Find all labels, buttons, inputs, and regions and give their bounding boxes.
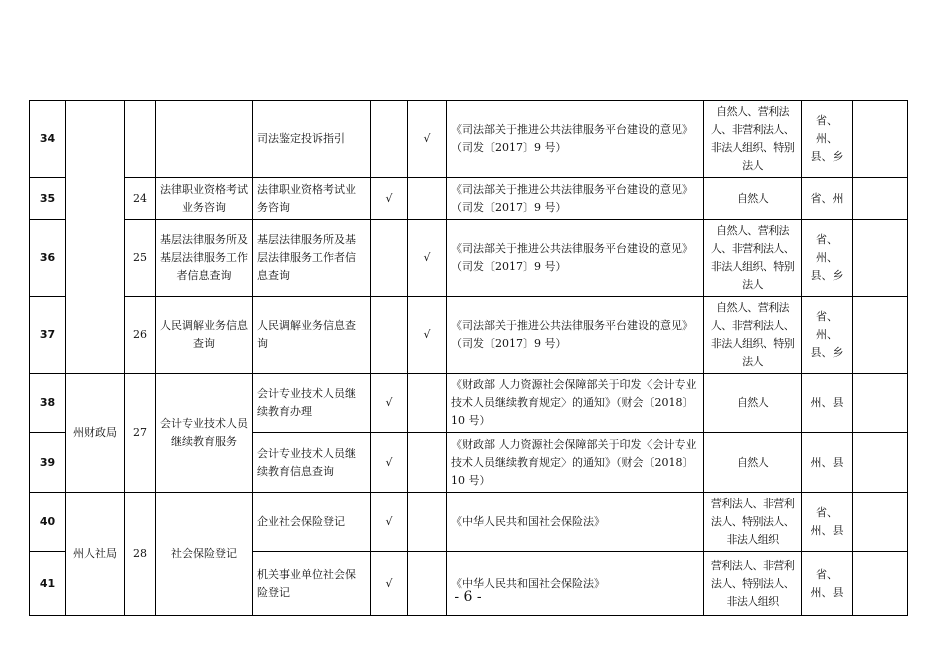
service-level: 省、州 (802, 178, 853, 220)
check-mark-a: √ (371, 493, 408, 552)
sub-item: 会计专业技术人员继续教育信息查询 (253, 433, 371, 493)
legal-basis: 《司法部关于推进公共法律服务平台建设的意见》（司发〔2017〕9 号） (447, 297, 704, 374)
check-mark-b: √ (408, 297, 447, 374)
sub-item: 法律职业资格考试业务咨询 (253, 178, 371, 220)
department-cell: 州人社局 (66, 493, 125, 616)
check-mark-b: √ (408, 220, 447, 297)
service-object: 自然人、营利法人、非营利法人、非法人组织、特别法人 (704, 101, 802, 178)
legal-basis: 《司法部关于推进公共法律服务平台建设的意见》（司发〔2017〕9 号） (447, 220, 704, 297)
blank-cell (853, 297, 908, 374)
legal-basis: 《中华人民共和国社会保险法》 (447, 552, 704, 616)
check-mark-a: √ (371, 374, 408, 433)
item-number: 28 (125, 493, 156, 616)
item-number: 26 (125, 297, 156, 374)
table-row (30, 374, 908, 433)
item-number: 24 (125, 178, 156, 220)
sub-item: 机关事业单位社会保险登记 (253, 552, 371, 616)
table-row (30, 101, 908, 178)
table-row (30, 297, 908, 374)
blank-cell (853, 493, 908, 552)
sub-item: 司法鉴定投诉指引 (253, 101, 371, 178)
main-item: 人民调解业务信息查询 (156, 297, 253, 374)
row-seq: 39 (30, 433, 66, 493)
blank-cell (853, 374, 908, 433)
legal-basis: 《财政部 人力资源社会保障部关于印发〈会计专业技术人员继续教育规定〉的通知》（财会〔2018〕10 号） (447, 374, 704, 433)
legal-basis: 《中华人民共和国社会保险法》 (447, 493, 704, 552)
sub-item: 人民调解业务信息查询 (253, 297, 371, 374)
service-object: 自然人、营利法人、非营利法人、非法人组织、特别法人 (704, 297, 802, 374)
department-cell: 州财政局 (66, 374, 125, 493)
page-number: - 6 - (454, 589, 482, 605)
service-level: 州、县 (802, 433, 853, 493)
service-level: 省、州、县 (802, 552, 853, 616)
check-mark-a: √ (371, 178, 408, 220)
service-level: 省、州、县、乡 (802, 297, 853, 374)
legal-basis: 《司法部关于推进公共法律服务平台建设的意见》（司发〔2017〕9 号） (447, 178, 704, 220)
blank-cell (853, 101, 908, 178)
row-seq: 37 (30, 297, 66, 374)
table-row (30, 493, 908, 552)
check-mark-b (408, 493, 447, 552)
check-mark-b (408, 433, 447, 493)
check-mark-a (371, 220, 408, 297)
item-number (125, 101, 156, 178)
service-object: 营利法人、非营利法人、特别法人、非法人组织 (704, 493, 802, 552)
service-level: 省、州、县 (802, 493, 853, 552)
service-object: 自然人、营利法人、非营利法人、非法人组织、特别法人 (704, 220, 802, 297)
service-object: 营利法人、非营利法人、特别法人、非法人组织 (704, 552, 802, 616)
blank-cell (853, 433, 908, 493)
blank-cell (853, 552, 908, 616)
main-item: 社会保险登记 (156, 493, 253, 616)
check-mark-b (408, 178, 447, 220)
main-item: 会计专业技术人员继续教育服务 (156, 374, 253, 493)
legal-basis: 《财政部 人力资源社会保障部关于印发〈会计专业技术人员继续教育规定〉的通知》（财会〔2018〕10 号） (447, 433, 704, 493)
row-seq: 34 (30, 101, 66, 178)
check-mark-a (371, 297, 408, 374)
main-item: 法律职业资格考试业务咨询 (156, 178, 253, 220)
item-number: 25 (125, 220, 156, 297)
main-item (156, 101, 253, 178)
check-mark-a: √ (371, 433, 408, 493)
check-mark-a (371, 101, 408, 178)
service-object: 自然人 (704, 374, 802, 433)
service-level: 省、州、县、乡 (802, 101, 853, 178)
check-mark-b (408, 552, 447, 616)
services-table (29, 100, 908, 616)
service-object: 自然人 (704, 433, 802, 493)
service-object: 自然人 (704, 178, 802, 220)
sub-item: 会计专业技术人员继续教育办理 (253, 374, 371, 433)
main-item: 基层法律服务所及基层法律服务工作者信息查询 (156, 220, 253, 297)
service-level: 州、县 (802, 374, 853, 433)
row-seq: 38 (30, 374, 66, 433)
blank-cell (853, 178, 908, 220)
legal-basis: 《司法部关于推进公共法律服务平台建设的意见》（司发〔2017〕9 号） (447, 101, 704, 178)
table-row (30, 178, 908, 220)
row-seq: 36 (30, 220, 66, 297)
table-row (30, 220, 908, 297)
blank-cell (853, 220, 908, 297)
item-number: 27 (125, 374, 156, 493)
row-seq: 40 (30, 493, 66, 552)
department-cell (66, 101, 125, 374)
service-level: 省、州、县、乡 (802, 220, 853, 297)
check-mark-a: √ (371, 552, 408, 616)
check-mark-b: √ (408, 101, 447, 178)
row-seq: 35 (30, 178, 66, 220)
row-seq: 41 (30, 552, 66, 616)
check-mark-b (408, 374, 447, 433)
sub-item: 基层法律服务所及基层法律服务工作者信息查询 (253, 220, 371, 297)
sub-item: 企业社会保险登记 (253, 493, 371, 552)
